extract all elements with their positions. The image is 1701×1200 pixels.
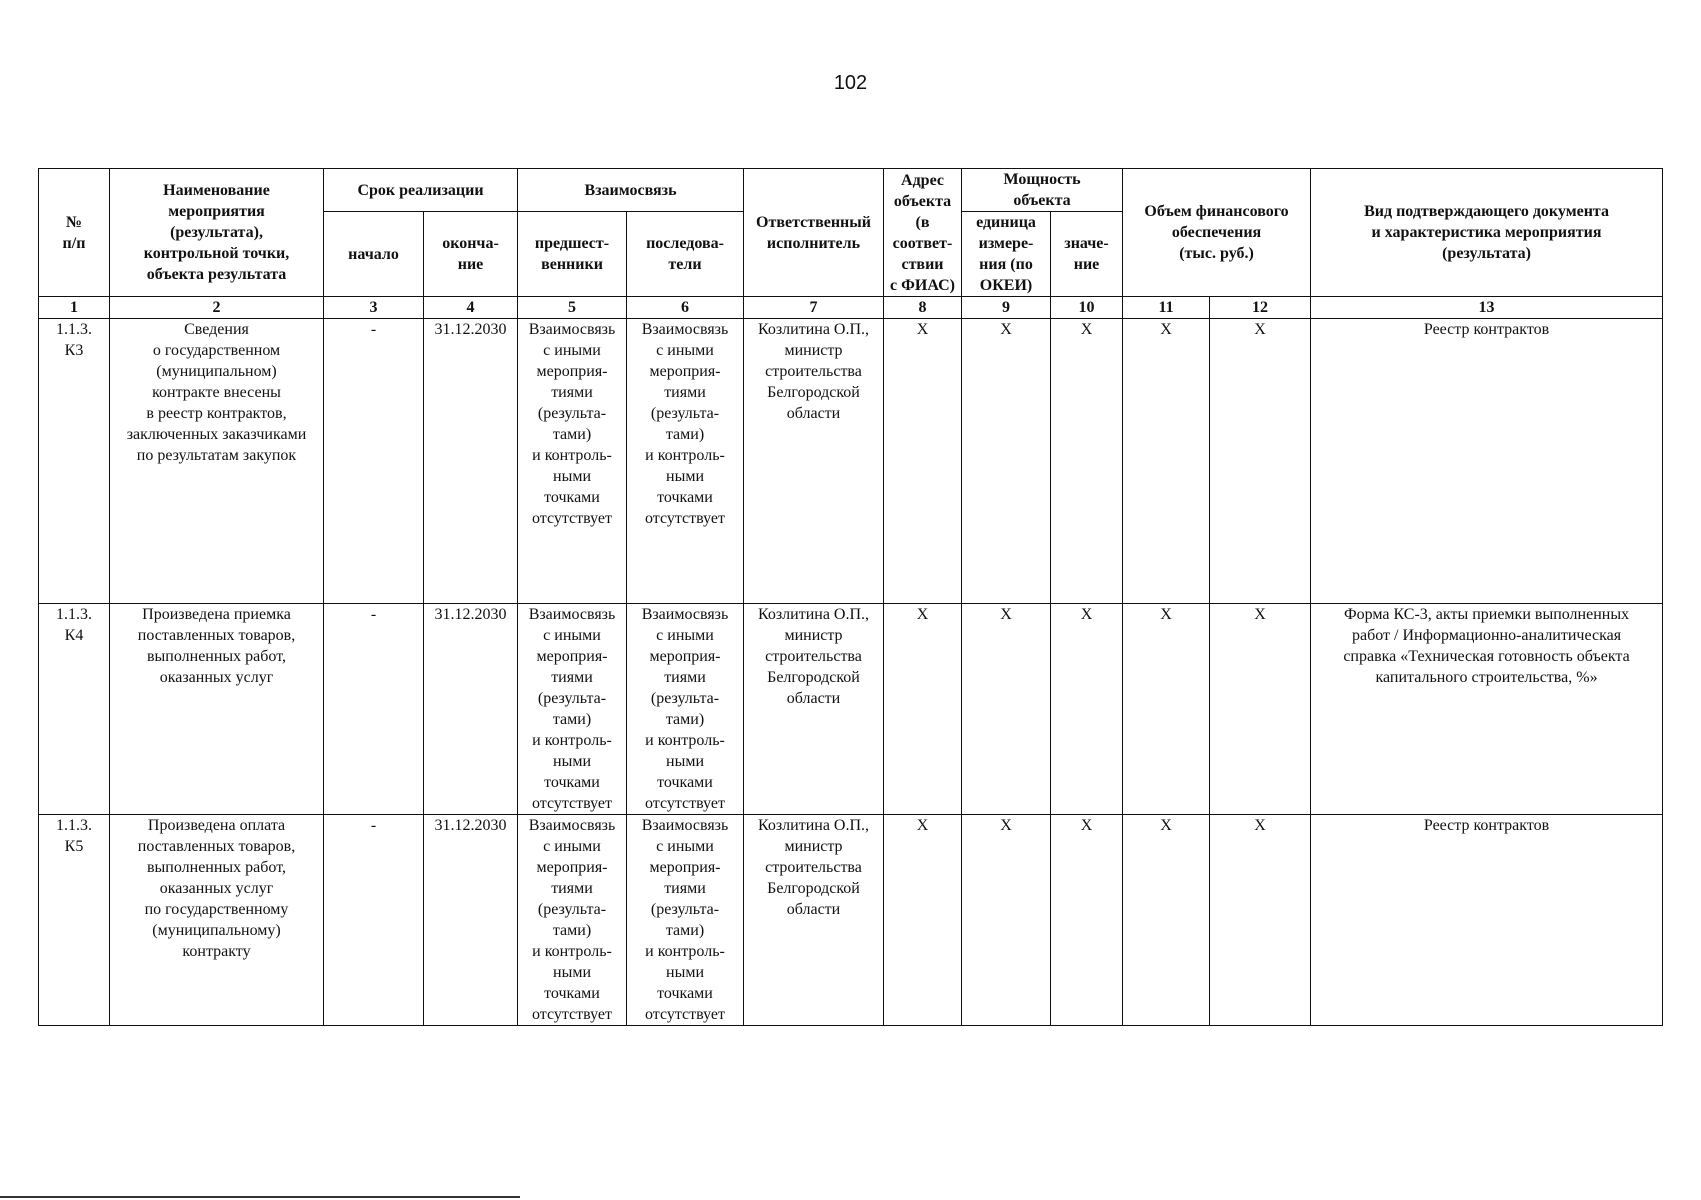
cell-address: Х: [884, 319, 962, 604]
header-period: Срок реализации: [324, 169, 518, 212]
col-number: 5: [518, 297, 627, 319]
cell-finance-11: Х: [1123, 815, 1210, 1026]
cell-start: -: [324, 815, 424, 1026]
cell-num: 1.1.3. К3: [39, 319, 110, 604]
cell-unit: Х: [962, 815, 1051, 1026]
cell-finance-11: Х: [1123, 604, 1210, 815]
cell-predecessors: Взаимосвязь с иными мероприя- тиями (результа- тами) и контроль- ными точками отсутствует: [518, 319, 627, 604]
header-predecessors: предшест- венники: [518, 212, 627, 297]
header-address: Адрес объекта (в соответ- ствии с ФИАС): [884, 169, 962, 297]
cell-name: Произведена приемка поставленных товаров, выполненных работ, оказанных услуг: [110, 604, 324, 815]
col-number: 9: [962, 297, 1051, 319]
header-unit: единица измере- ния (по ОКЕИ): [962, 212, 1051, 297]
cell-value: Х: [1051, 319, 1123, 604]
col-number: 2: [110, 297, 324, 319]
header-num: № п/п: [39, 169, 110, 297]
plan-table: [38, 168, 1663, 1026]
header-successors: последова- тели: [627, 212, 744, 297]
col-number: 7: [744, 297, 884, 319]
cell-unit: Х: [962, 319, 1051, 604]
cell-num: 1.1.3. К4: [39, 604, 110, 815]
page-number: 102: [833, 72, 868, 94]
col-number: 3: [324, 297, 424, 319]
cell-responsible: Козлитина О.П., министр строительства Белгородской области: [744, 815, 884, 1026]
col-number: 10: [1051, 297, 1123, 319]
col-number: 13: [1311, 297, 1663, 319]
cell-name: Сведения о государственном (муниципальном) контракте внесены в реестр контрактов, заключенных заказчиками по результатам закупок: [110, 319, 324, 604]
col-number: 11: [1123, 297, 1210, 319]
cell-successors: Взаимосвязь с иными мероприя- тиями (результа- тами) и контроль- ными точками отсутствует: [627, 604, 744, 815]
cell-successors: Взаимосвязь с иными мероприя- тиями (результа- тами) и контроль- ными точками отсутствует: [627, 815, 744, 1026]
cell-unit: Х: [962, 604, 1051, 815]
col-number: 6: [627, 297, 744, 319]
cell-address: Х: [884, 815, 962, 1026]
cell-address: Х: [884, 604, 962, 815]
cell-end: 31.12.2030: [424, 604, 518, 815]
header-value: значе- ние: [1051, 212, 1123, 297]
col-number: 8: [884, 297, 962, 319]
cell-start: -: [324, 319, 424, 604]
cell-name: Произведена оплата поставленных товаров, выполненных работ, оказанных услуг по государственному (муниципальному) контракту: [110, 815, 324, 1026]
table-row: [39, 319, 1663, 604]
cell-responsible: Козлитина О.П., министр строительства Белгородской области: [744, 604, 884, 815]
page-edge-line: [0, 1196, 520, 1198]
cell-responsible: Козлитина О.П., министр строительства Белгородской области: [744, 319, 884, 604]
cell-document: Форма КС-3, акты приемки выполненных работ / Информационно-аналитическая справка «Техническая готовность объекта капитального строительства, %»: [1311, 604, 1663, 815]
cell-finance-12: Х: [1210, 604, 1311, 815]
col-number: 4: [424, 297, 518, 319]
cell-successors: Взаимосвязь с иными мероприя- тиями (результа- тами) и контроль- ными точками отсутствует: [627, 319, 744, 604]
cell-finance-11: Х: [1123, 319, 1210, 604]
column-number-row: [39, 297, 1663, 319]
header-start: начало: [324, 212, 424, 297]
header-end: оконча- ние: [424, 212, 518, 297]
cell-value: Х: [1051, 815, 1123, 1026]
cell-predecessors: Взаимосвязь с иными мероприя- тиями (результа- тами) и контроль- ными точками отсутствует: [518, 815, 627, 1026]
cell-finance-12: Х: [1210, 815, 1311, 1026]
cell-predecessors: Взаимосвязь с иными мероприя- тиями (результа- тами) и контроль- ными точками отсутствует: [518, 604, 627, 815]
cell-document: Реестр контрактов: [1311, 815, 1663, 1026]
table-row: [39, 604, 1663, 815]
col-number: 1: [39, 297, 110, 319]
cell-finance-12: Х: [1210, 319, 1311, 604]
header-responsible: Ответственный исполнитель: [744, 169, 884, 297]
table-row: [39, 815, 1663, 1026]
cell-start: -: [324, 604, 424, 815]
cell-document: Реестр контрактов: [1311, 319, 1663, 604]
header-document: Вид подтверждающего документа и характеристика мероприятия (результата): [1311, 169, 1663, 297]
cell-end: 31.12.2030: [424, 815, 518, 1026]
col-number: 12: [1210, 297, 1311, 319]
header-link: Взаимосвязь: [518, 169, 744, 212]
cell-end: 31.12.2030: [424, 319, 518, 604]
cell-num: 1.1.3. К5: [39, 815, 110, 1026]
header-finance: Объем финансового обеспечения (тыс. руб.): [1123, 169, 1311, 297]
cell-value: Х: [1051, 604, 1123, 815]
header-power: Мощность объекта: [962, 169, 1123, 212]
header-name: Наименование мероприятия (результата), контрольной точки, объекта результата: [110, 169, 324, 297]
header-row-top: [39, 169, 1663, 212]
